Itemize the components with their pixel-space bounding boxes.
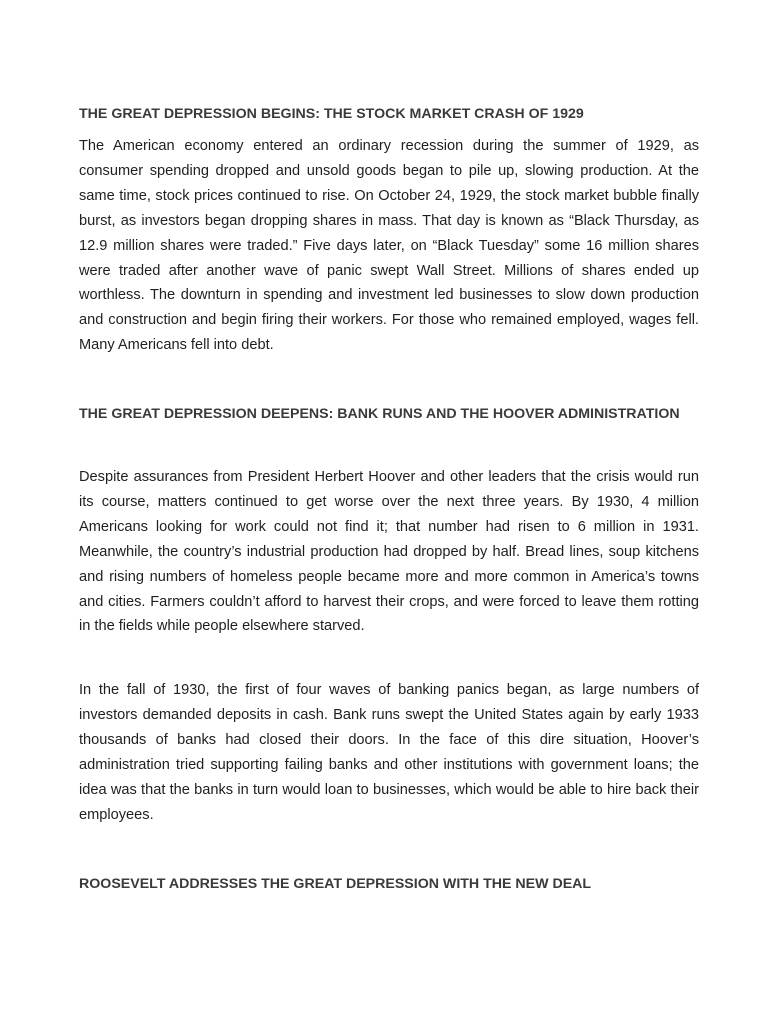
section-heading: THE GREAT DEPRESSION BEGINS: THE STOCK MARKET CRASH OF 1929 [79, 106, 584, 122]
section-heading: THE GREAT DEPRESSION DEEPENS: BANK RUNS AND THE HOOVER ADMINISTRATION [79, 406, 680, 422]
section-heading: ROOSEVELT ADDRESSES THE GREAT DEPRESSION WITH THE NEW DEAL [79, 876, 592, 892]
section-paragraph: In the fall of 1930, the first of four waves of banking panics began, as large numbers of investors demanded deposits in cash. Bank runs swept the United States again by early 1933 thousands of banks had closed their doors. In the face of this dire situation, Hoover’s administration tried supporting failing banks and other institutions with government loans; the idea was that the banks in turn would loan to businesses, which would be able to hire back their employees. [79, 682, 699, 823]
section-paragraph: The American economy entered an ordinary recession during the summer of 1929, as consumer spending dropped and unsold goods began to pile up, slowing production. At the same time, stock prices continued to rise. On October 24, 1929, the stock market bubble finally burst, as investors began dropping shares in mass. That day is known as “Black Thursday, as 12.9 million shares were traded.” Five days later, on “Black Tuesday” some 16 million shares were traded after another wave of panic swept Wall Street. Millions of shares ended up worthless. The downturn in spending and investment led businesses to slow down production and construction and begin firing their workers. For those who remained employed, wages fell. Many Americans fell into debt. [79, 138, 699, 354]
section-paragraph: Despite assurances from President Herbert Hoover and other leaders that the crisis would run its course, matters continued to get worse over the next three years. By 1930, 4 million Americans looking for work could not find it; that number had risen to 6 million in 1931. Meanwhile, the country’s industrial production had dropped by half. Bread lines, soup kitchens and rising numbers of homeless people became more and more common in America’s towns and cities. Farmers couldn’t afford to harvest their crops, and were forced to leave them rotting in the fields while people elsewhere starved. [79, 469, 699, 635]
